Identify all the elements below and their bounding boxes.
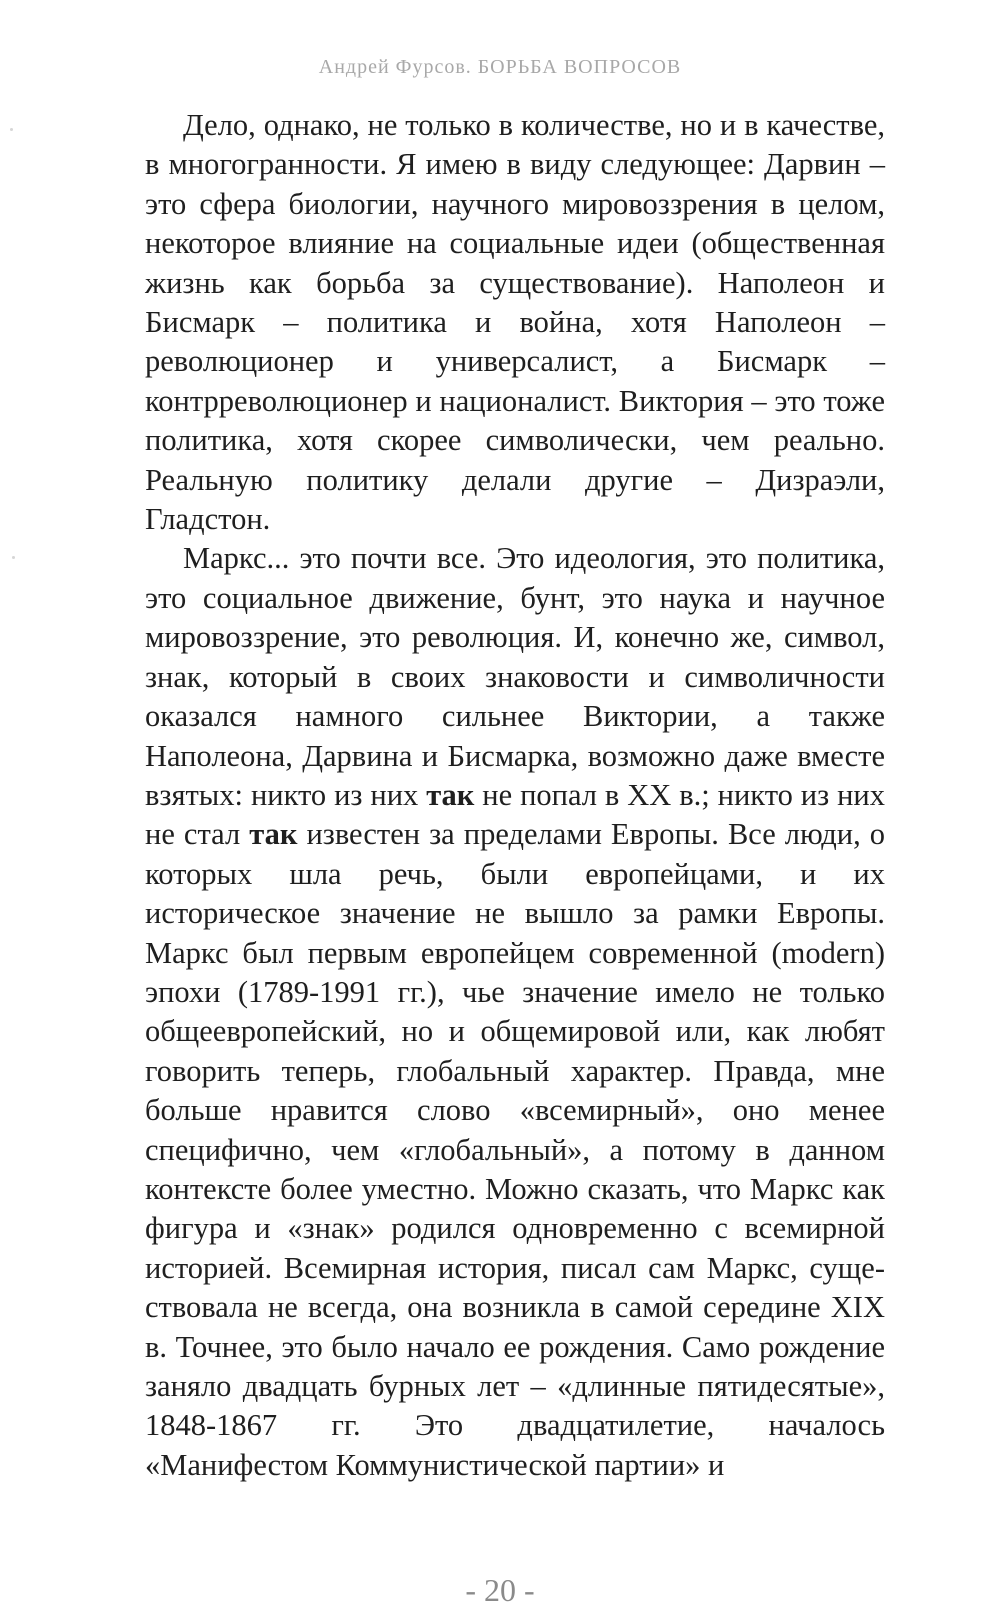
paragraph-2 xyxy=(145,539,885,1485)
scan-speck xyxy=(10,128,13,131)
running-header: Андрей Фурсов. БОРЬБА ВОПРОСОВ xyxy=(318,56,682,78)
scan-speck xyxy=(12,556,15,559)
emphasis-word: так xyxy=(426,777,475,812)
paragraph-2-part-3: известен за пределами Европы. Все люди, о которых шла речь, были европейцами, и их историческое значение не вышло за рамки Европы. Маркс был первым европейцем современной (modern) эпохи (1789-1991 гг.), чье значение имело не только общеевропейский, но и общемировой или, как любят говорить теперь, глобальный характер. Правда, мне больше нравится слово «всемирный», оно менее специфично, чем «глобальный», а потому в данном контексте более уместно. Можно сказать, что Маркс как фигура и «знак» родился одновременно с всемирной историей. Всемирная история, писал сам Маркс, существовала не всегда, она возникла в самой середине XIX в. Точнее, это было начало ее рождения. Само рождение заняло двадцать бурных лет – «длинные пятидесятые», 1848-1867 гг. Это двадцатилетие, началось «Манифестом Коммунистической партии» и xyxy=(145,817,886,1482)
emphasis-word: так xyxy=(249,817,298,852)
paragraph-1: Дело, однако, не только в количестве, но и в качестве, в многогранности. Я имею в виду следующее: Дарвин – это сфера биологии, научного мировоззрения в целом, некоторое влияние на социальные идеи (общественная жизнь как борьба за существование). Наполеон и Бисмарк – политика и война, хотя Наполеон – революционер и универсалист, а Бисмарк – контрреволюционер и националист. Виктория – это тоже политика, хотя скорее символически, чем реально. Реальную политику делали другие – Дизраэли, Гладстон. xyxy=(145,108,885,537)
paragraph-2-part-1: Маркс... это почти все. Это идеология, это политика, это социальное движение, бунт, это наука и научное мировоззрение, это революция. И, конечно же, символ, знак, который в своих знаковости и символичности оказался намного сильнее Виктории, а также Наполеона, Дарвина и Бисмарка, возможно даже вместе взятых: никто из них xyxy=(145,541,885,812)
page-number: - 20 - xyxy=(465,1572,535,1608)
body-text xyxy=(145,106,885,1485)
paragraph-2-part-2: не попал в XX в.; никто из них не стал xyxy=(145,777,885,852)
